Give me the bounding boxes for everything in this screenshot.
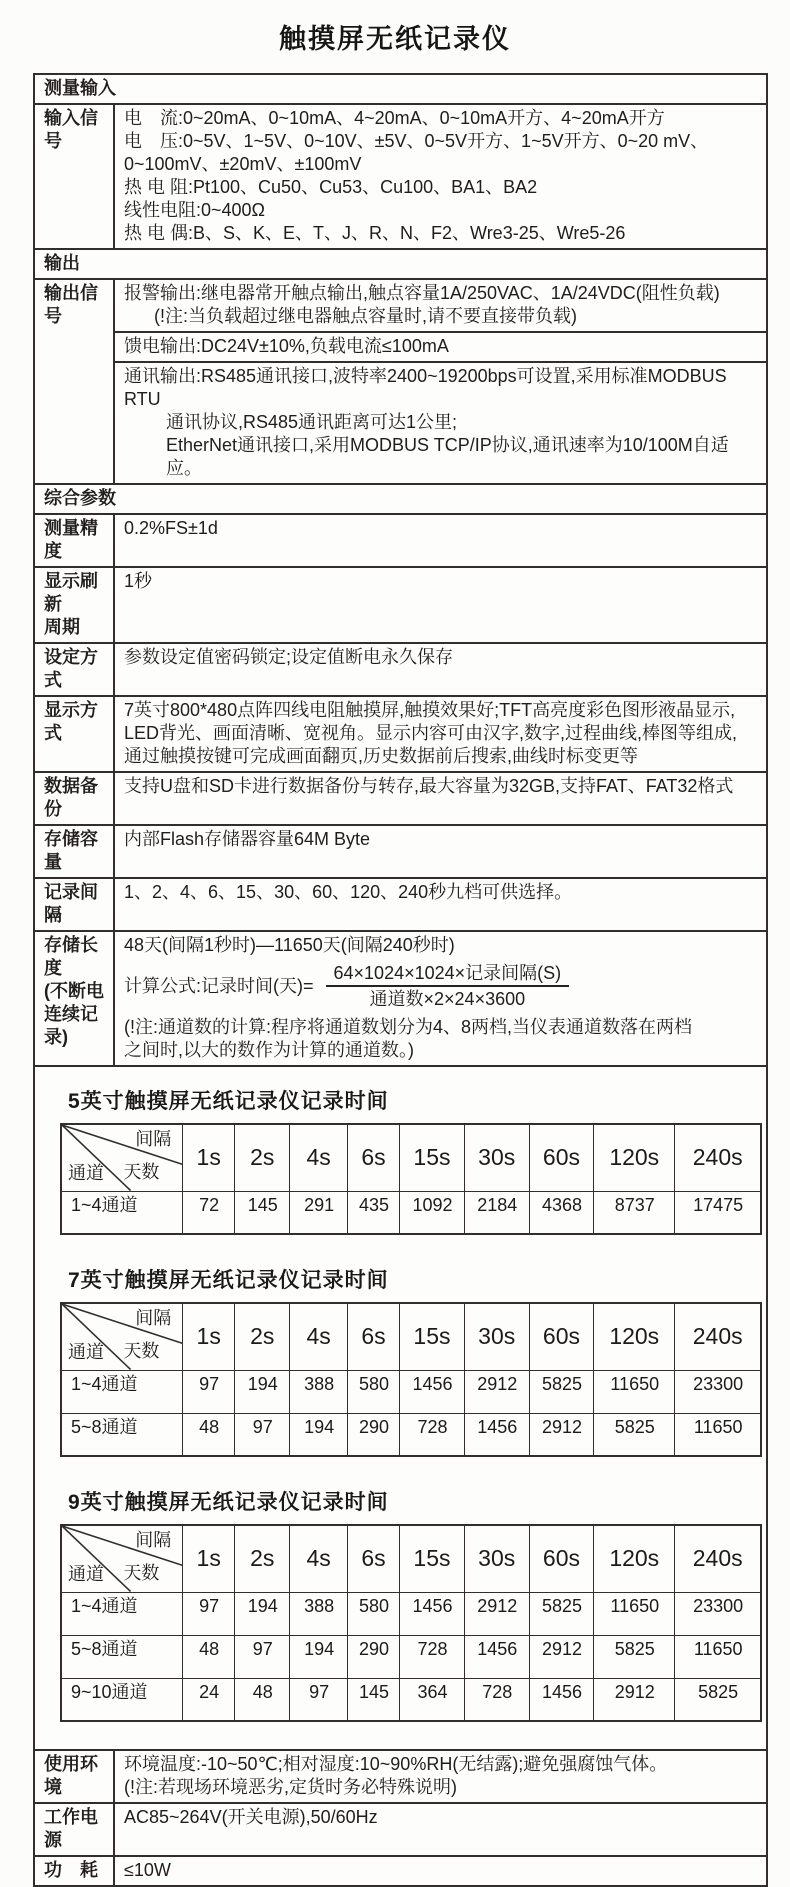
page-title: 触摸屏无纸记录仪	[279, 24, 511, 54]
interval-header: 1s	[183, 1525, 235, 1592]
text-line: (不断电	[44, 981, 104, 1001]
row-input-signal	[34, 104, 767, 249]
corner-label-days: 天数	[123, 1341, 160, 1362]
value-cell: 2912	[594, 1678, 675, 1721]
diagonal-corner-cell	[61, 1303, 183, 1370]
value-cell: 728	[400, 1413, 464, 1456]
interval-header: 6s	[347, 1124, 400, 1191]
value-cell: 97	[183, 1370, 235, 1413]
text-line: 线性电阻:0~400Ω	[124, 200, 266, 220]
value-cell: 4368	[529, 1191, 593, 1234]
storage-length-content	[114, 931, 767, 1066]
row-setting-mode	[34, 643, 767, 696]
channel-cell: 1~4通道	[61, 1191, 183, 1234]
record-table-9inch-title: 9英寸触摸屏无纸记录仪记录时间	[68, 1491, 389, 1514]
table-row	[61, 1678, 761, 1721]
value-cell: 290	[347, 1413, 400, 1456]
section-row-measure-input	[34, 74, 767, 104]
interval-header: 60s	[529, 1124, 593, 1191]
interval-header: 60s	[529, 1303, 593, 1370]
text-line: (!注:当负载超过继电器触点容量时,请不要直接带负载)	[154, 306, 577, 326]
value-cell: 97	[183, 1592, 235, 1635]
interval-header: 4s	[290, 1303, 347, 1370]
record-table-7inch	[60, 1269, 743, 1457]
value-cell: 194	[290, 1635, 347, 1678]
value-cell: 11650	[594, 1370, 675, 1413]
record-interval-value: 1、2、4、6、15、30、60、120、240秒九档可供选择。	[114, 878, 767, 931]
label-record-interval: 记录间隔	[34, 878, 114, 931]
record-table-5inch-title: 5英寸触摸屏无纸记录仪记录时间	[68, 1090, 389, 1113]
value-cell: 24	[183, 1678, 235, 1721]
corner-label-interval: 间隔	[135, 1129, 172, 1149]
diagonal-corner-cell	[61, 1124, 183, 1191]
label-storage-length	[34, 931, 114, 1066]
row-power-supply	[34, 1803, 767, 1856]
value-cell: 1456	[464, 1635, 529, 1678]
value-cell: 1456	[400, 1370, 464, 1413]
value-cell: 5825	[529, 1370, 593, 1413]
text-line: 7英寸800*480点阵四线电阻触摸屏,触摸效果好;TFT高亮度彩色图形液晶显示,	[124, 700, 736, 720]
value-cell: 5825	[594, 1413, 675, 1456]
row-display-mode	[34, 696, 767, 772]
text-line: 报警输出:继电器常开触点输出,触点容量1A/250VAC、1A/24VDC(阻性负载)	[124, 283, 720, 303]
value-cell: 388	[290, 1370, 347, 1413]
interval-header: 120s	[594, 1525, 675, 1592]
value-cell: 97	[235, 1413, 290, 1456]
value-cell: 194	[235, 1370, 290, 1413]
interval-header: 6s	[347, 1303, 400, 1370]
record-table-7inch-grid	[60, 1302, 762, 1457]
record-table-9inch-grid	[60, 1524, 762, 1722]
row-output-signal-alarm	[34, 279, 767, 332]
interval-header: 30s	[464, 1124, 529, 1191]
value-cell: 1456	[400, 1592, 464, 1635]
value-cell: 97	[235, 1635, 290, 1678]
label-display-mode: 显示方式	[34, 696, 114, 772]
storage-capacity-value: 内部Flash存储器容量64M Byte	[114, 825, 767, 878]
table-row	[61, 1635, 761, 1678]
table-row	[61, 1413, 761, 1456]
corner-label-channel: 通道	[68, 1341, 104, 1362]
environment-content	[114, 1750, 767, 1803]
interval-header: 15s	[400, 1124, 464, 1191]
value-cell: 580	[347, 1592, 400, 1635]
interval-header: 30s	[464, 1303, 529, 1370]
value-cell: 48	[183, 1413, 235, 1456]
diagonal-corner-cell	[61, 1525, 183, 1592]
interval-header: 4s	[290, 1525, 347, 1592]
input-signal-content	[114, 104, 767, 249]
value-cell: 1092	[400, 1191, 464, 1234]
text-line: (!注:通道数的计算:程序将通道数划分为4、8两档,当仪表通道数落在两档	[124, 1017, 693, 1037]
interval-header: 120s	[594, 1124, 675, 1191]
row-record-tables	[34, 1066, 767, 1750]
label-power-consumption: 功 耗	[34, 1856, 114, 1886]
formula-numerator: 64×1024×1024×记录间隔(S)	[326, 962, 570, 987]
text-line: EtherNet通讯接口,采用MODBUS TCP/IP协议,通讯速率为10/100M自适应。	[166, 435, 729, 478]
text-line: 显示刷新	[44, 571, 98, 614]
text-line: 热 电 偶:B、S、K、E、T、J、R、N、F2、Wre3-25、Wre5-26	[124, 223, 626, 243]
text-line: 通过触摸按键可完成画面翻页,历史数据前后搜索,曲线时标变更等	[124, 746, 638, 766]
setting-mode-value: 参数设定值密码锁定;设定值断电永久保存	[114, 643, 767, 696]
value-cell: 17475	[675, 1191, 761, 1234]
label-refresh-period	[34, 567, 114, 643]
value-cell: 1456	[464, 1413, 529, 1456]
record-tables-cell	[34, 1066, 767, 1750]
value-cell: 5825	[529, 1592, 593, 1635]
label-output-signal: 输出信号	[34, 279, 114, 484]
text-line: 热 电 阻:Pt100、Cu50、Cu53、Cu100、BA1、BA2	[124, 177, 538, 197]
section-row-output	[34, 249, 767, 279]
value-cell: 145	[347, 1678, 400, 1721]
interval-header: 240s	[675, 1303, 761, 1370]
interval-header: 60s	[529, 1525, 593, 1592]
row-output-signal-comm	[34, 362, 767, 484]
interval-header: 2s	[235, 1525, 290, 1592]
text-line: 电 压:0~5V、1~5V、0~10V、±5V、0~5V开方、1~5V开方、0~20 mV、	[124, 131, 709, 151]
interval-header: 15s	[400, 1303, 464, 1370]
channel-cell: 5~8通道	[61, 1413, 183, 1456]
row-environment	[34, 1750, 767, 1803]
value-cell: 11650	[675, 1635, 761, 1678]
text-line: 0~100mV、±20mV、±100mV	[124, 154, 362, 174]
value-cell: 435	[347, 1191, 400, 1234]
header-row	[61, 1303, 761, 1370]
value-cell: 580	[347, 1370, 400, 1413]
spec-table	[33, 73, 768, 1887]
label-environment: 使用环境	[34, 1750, 114, 1803]
value-cell: 5825	[675, 1678, 761, 1721]
value-cell: 2912	[464, 1592, 529, 1635]
refresh-period-value: 1秒	[114, 567, 767, 643]
row-data-backup	[34, 772, 767, 825]
interval-header: 2s	[235, 1303, 290, 1370]
value-cell: 8737	[594, 1191, 675, 1234]
text-line: 通讯协议,RS485通讯距离可达1公里;	[166, 412, 458, 432]
value-cell: 23300	[675, 1370, 761, 1413]
value-cell: 2912	[529, 1413, 593, 1456]
interval-header: 15s	[400, 1525, 464, 1592]
record-time-formula	[124, 962, 758, 1010]
corner-label-days: 天数	[123, 1162, 160, 1183]
value-cell: 291	[290, 1191, 347, 1234]
label-input-signal: 输入信号	[34, 104, 114, 249]
formula-denominator: 通道数×2×24×3600	[369, 989, 526, 1009]
channel-cell: 1~4通道	[61, 1592, 183, 1635]
value-cell: 2912	[529, 1635, 593, 1678]
interval-header: 240s	[675, 1124, 761, 1191]
value-cell: 194	[290, 1413, 347, 1456]
formula-fraction	[326, 962, 570, 1010]
value-cell: 388	[290, 1592, 347, 1635]
interval-header: 30s	[464, 1525, 529, 1592]
value-cell: 2184	[464, 1191, 529, 1234]
record-table-5inch	[60, 1090, 743, 1235]
section-header-output: 输出	[34, 249, 767, 279]
value-cell: 1456	[529, 1678, 593, 1721]
value-cell: 97	[290, 1678, 347, 1721]
row-record-interval	[34, 878, 767, 931]
text-line: 存储长度	[44, 935, 98, 978]
storage-range: 48天(间隔1秒时)—11650天(间隔240秒时)	[124, 935, 455, 955]
text-line: 电 流:0~20mA、0~10mA、4~20mA、0~10mA开方、4~20mA开方	[124, 108, 665, 128]
channel-cell: 1~4通道	[61, 1370, 183, 1413]
label-setting-mode: 设定方式	[34, 643, 114, 696]
text-line: 之间时,以大的数作为计算的通道数。)	[124, 1040, 414, 1060]
text-line: (!注:若现场环境恶劣,定货时务必特殊说明)	[124, 1777, 457, 1797]
value-cell: 2912	[464, 1370, 529, 1413]
value-cell: 145	[235, 1191, 290, 1234]
interval-header: 1s	[183, 1303, 235, 1370]
record-table-7inch-title: 7英寸触摸屏无纸记录仪记录时间	[68, 1269, 389, 1292]
interval-header: 2s	[235, 1124, 290, 1191]
value-cell: 23300	[675, 1592, 761, 1635]
value-cell: 364	[400, 1678, 464, 1721]
record-tables-wrap	[44, 1069, 758, 1746]
row-refresh-period	[34, 567, 767, 643]
value-cell: 48	[235, 1678, 290, 1721]
row-storage-length	[34, 931, 767, 1066]
data-backup-value: 支持U盘和SD卡进行数据备份与转存,最大容量为32GB,支持FAT、FAT32格式	[114, 772, 767, 825]
formula-prefix: 计算公式:记录时间(天)=	[124, 975, 314, 996]
text-line: 周期	[44, 617, 80, 637]
row-output-signal-feed	[34, 332, 767, 362]
alarm-output-content	[114, 279, 767, 332]
value-cell: 728	[400, 1635, 464, 1678]
text-line: 环境温度:-10~50℃;相对湿度:10~90%RH(无结露);避免强腐蚀气体。	[124, 1754, 668, 1774]
row-power-consumption	[34, 1856, 767, 1886]
text-line: 通讯输出:RS485通讯接口,波特率2400~19200bps可设置,采用标准MODBUS RTU	[124, 366, 727, 409]
value-cell: 11650	[675, 1413, 761, 1456]
channel-cell: 9~10通道	[61, 1678, 183, 1721]
header-row	[61, 1124, 761, 1191]
value-cell: 5825	[594, 1635, 675, 1678]
interval-header: 6s	[347, 1525, 400, 1592]
power-supply-value: AC85~264V(开关电源),50/60Hz	[114, 1803, 767, 1856]
table-row	[61, 1191, 761, 1234]
section-header-measure-input: 测量输入	[34, 74, 767, 104]
interval-header: 4s	[290, 1124, 347, 1191]
corner-label-interval: 间隔	[135, 1308, 172, 1328]
accuracy-value: 0.2%FS±1d	[114, 514, 767, 567]
label-data-backup: 数据备份	[34, 772, 114, 825]
row-storage-capacity	[34, 825, 767, 878]
power-consumption-value: ≤10W	[114, 1856, 767, 1886]
value-cell: 194	[235, 1592, 290, 1635]
display-mode-content	[114, 696, 767, 772]
feed-output-content: 馈电输出:DC24V±10%,负载电流≤100mA	[114, 332, 767, 362]
corner-label-interval: 间隔	[135, 1530, 172, 1550]
table-row	[61, 1370, 761, 1413]
label-accuracy: 测量精度	[34, 514, 114, 567]
value-cell: 290	[347, 1635, 400, 1678]
corner-label-channel: 通道	[68, 1563, 104, 1584]
comm-output-content	[114, 362, 767, 484]
header-row	[61, 1525, 761, 1592]
corner-label-channel: 通道	[68, 1162, 104, 1183]
value-cell: 72	[183, 1191, 235, 1234]
value-cell: 48	[183, 1635, 235, 1678]
text-line: LED背光、画面清晰、宽视角。显示内容可由汉字,数字,过程曲线,棒图等组成,	[124, 723, 738, 743]
table-row	[61, 1592, 761, 1635]
channel-cell: 5~8通道	[61, 1635, 183, 1678]
interval-header: 120s	[594, 1303, 675, 1370]
value-cell: 11650	[594, 1592, 675, 1635]
section-header-general-params: 综合参数	[34, 484, 767, 514]
section-row-general-params	[34, 484, 767, 514]
corner-label-days: 天数	[123, 1563, 160, 1584]
row-accuracy	[34, 514, 767, 567]
record-table-5inch-grid	[60, 1123, 762, 1235]
value-cell: 728	[464, 1678, 529, 1721]
label-storage-capacity: 存储容量	[34, 825, 114, 878]
text-line: 连续记录)	[44, 1004, 98, 1047]
record-table-9inch	[60, 1491, 743, 1722]
interval-header: 240s	[675, 1525, 761, 1592]
label-power-supply: 工作电源	[34, 1803, 114, 1856]
interval-header: 1s	[183, 1124, 235, 1191]
